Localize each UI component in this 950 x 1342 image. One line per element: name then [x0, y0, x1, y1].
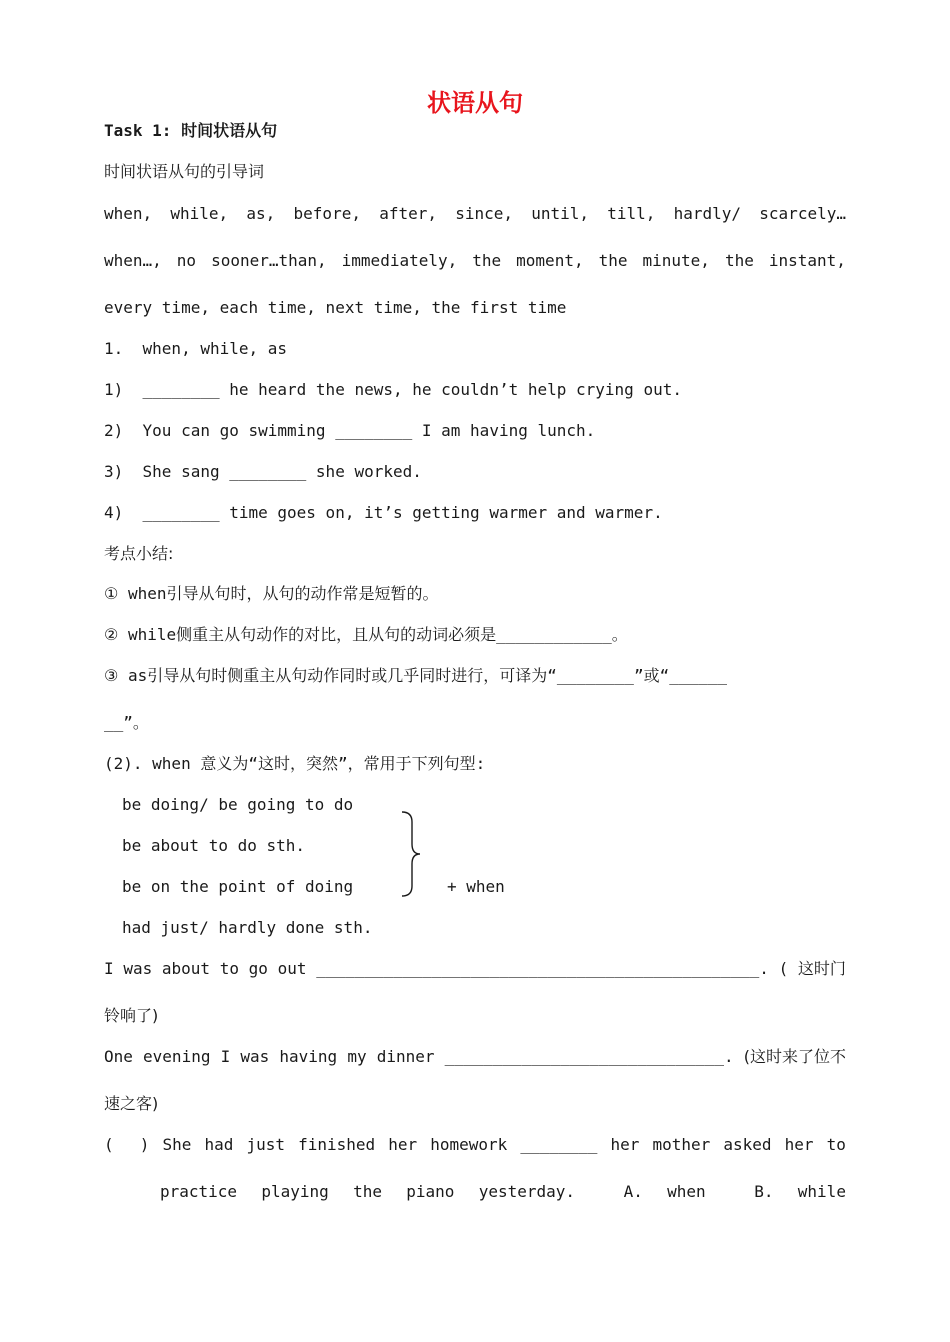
word: the	[353, 1182, 382, 1201]
word: She	[162, 1135, 192, 1154]
word: had	[204, 1135, 234, 1154]
word: my	[347, 1047, 367, 1066]
connector: moment,	[516, 251, 584, 270]
summary-point-3-cont: __”。	[104, 713, 149, 732]
answer-blank: ________	[520, 1135, 598, 1154]
word: dinner	[376, 1047, 435, 1066]
word: her	[610, 1135, 640, 1154]
word: finished	[298, 1135, 376, 1154]
connector: scarcely…	[759, 204, 846, 223]
connector: after,	[379, 204, 437, 223]
word: homework	[430, 1135, 508, 1154]
connector: since,	[455, 204, 513, 223]
connector: before,	[293, 204, 361, 223]
word: about	[161, 959, 211, 978]
word: playing	[261, 1182, 329, 1201]
word: I	[104, 959, 114, 978]
word: was	[240, 1047, 270, 1066]
summary-point-2: ② while侧重主从句动作的对比，且从句的动词必须是____________。	[104, 625, 628, 644]
word: was	[123, 959, 153, 978]
option-b-text: while	[797, 1182, 846, 1201]
word: (这时来了位不	[743, 1047, 846, 1066]
connector: immediately,	[341, 251, 458, 270]
connector: no	[176, 251, 197, 270]
connector: the	[472, 251, 502, 270]
connector: the	[724, 251, 754, 270]
word: evening	[143, 1047, 211, 1066]
exercise-1: 1) ________ he heard the news, he couldn’t help crying out.	[104, 380, 682, 399]
sentence-1	[104, 958, 846, 980]
curly-brace-icon	[398, 810, 424, 898]
connectors-line-1	[104, 203, 846, 225]
sentence-2-cont: 速之客)	[104, 1094, 159, 1113]
connector: when…,	[104, 251, 162, 270]
connector: the	[598, 251, 628, 270]
option-b-label: B.	[754, 1182, 774, 1201]
connector: hardly/	[673, 204, 742, 223]
word: her	[784, 1135, 814, 1154]
option-a-label: A.	[623, 1182, 643, 1201]
connectors-line-2	[104, 250, 846, 272]
word: go	[248, 959, 268, 978]
answer-blank: _____________________________.	[444, 1047, 734, 1066]
word: to	[219, 959, 239, 978]
exercise-3: 3) She sang ________ she worked.	[104, 462, 422, 481]
connector: sooner…than,	[211, 251, 327, 270]
word: (	[104, 1135, 114, 1154]
word: having	[279, 1047, 338, 1066]
plus-when: + when	[447, 877, 505, 896]
word: yesterday.	[478, 1182, 576, 1201]
word: out	[277, 959, 307, 978]
summary-point-3: ③ as引导从句时侧重主从句动作同时或几乎同时进行，可译为“________”或“______	[104, 666, 728, 685]
exercise-4: 4) ________ time goes on, it’s getting warmer and warmer.	[104, 503, 663, 522]
connector: till,	[607, 204, 656, 223]
section-2-heading: (2). when 意义为“这时，突然”，常用于下列句型:	[104, 754, 486, 773]
word: )	[139, 1135, 150, 1154]
connector: minute,	[642, 251, 710, 270]
mc-question-line-2	[160, 1181, 846, 1203]
word: to	[826, 1135, 846, 1154]
connector: instant,	[768, 251, 846, 270]
mc-question-line-1	[104, 1134, 846, 1156]
connector: when,	[104, 204, 153, 223]
answer-blank: ______________________________________________.	[316, 959, 769, 978]
intro-text: 时间状语从句的引导词	[104, 162, 265, 181]
word: asked	[723, 1135, 772, 1154]
exercise-2: 2) You can go swimming ________ I am having lunch.	[104, 421, 596, 440]
summary-point-1: ① when引导从句时，从句的动作常是短暂的。	[104, 584, 439, 603]
task-heading: Task 1: 时间状语从句	[104, 121, 278, 140]
pattern-3: be on the point of doing	[122, 877, 354, 896]
summary-heading: 考点小结:	[104, 544, 174, 563]
sentence-1-cont: 铃响了)	[104, 1006, 159, 1025]
connectors-line-3: every time, each time, next time, the first time	[104, 298, 567, 317]
word: piano	[406, 1182, 455, 1201]
sentence-2	[104, 1046, 846, 1068]
pattern-4: had just/ hardly done sth.	[122, 918, 373, 937]
connector: as,	[246, 204, 276, 223]
word: (	[778, 959, 789, 978]
connector: while,	[170, 204, 229, 223]
section-1-heading: 1. when, while, as	[104, 339, 288, 358]
connector: until,	[531, 204, 590, 223]
pattern-1: be doing/ be going to do	[122, 795, 354, 814]
pattern-2: be about to do sth.	[122, 836, 306, 855]
page-title: 状语从句	[427, 89, 523, 117]
word: 这时门	[797, 959, 846, 978]
word: practice	[160, 1182, 238, 1201]
word: her	[388, 1135, 418, 1154]
option-a-text: when	[667, 1182, 706, 1201]
word: just	[246, 1135, 286, 1154]
word: mother	[652, 1135, 711, 1154]
word: One	[104, 1047, 133, 1066]
word: I	[220, 1047, 231, 1066]
